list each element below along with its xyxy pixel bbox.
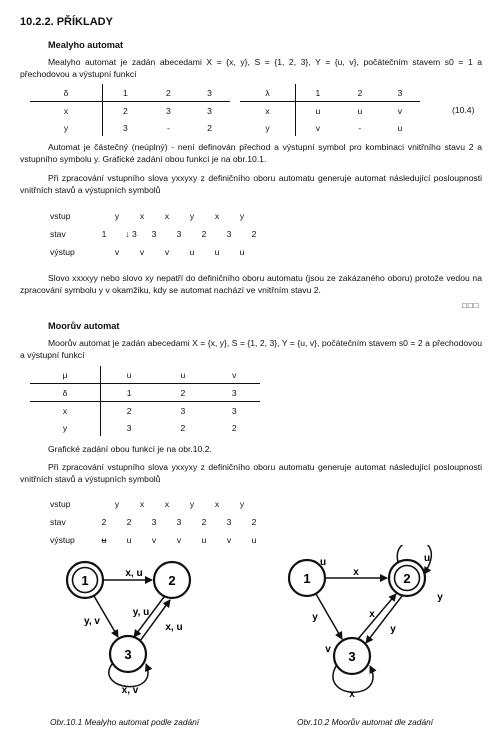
moore-output-label: v: [325, 644, 331, 655]
moore-state-2-label: 2: [403, 571, 411, 586]
delta-cell: -: [166, 122, 170, 133]
seq-label-vystup: výstup: [50, 247, 75, 257]
seq-input: x: [164, 211, 170, 221]
moore-seq-input: x: [139, 499, 145, 509]
delta-header-3: 3: [189, 84, 230, 102]
section-title: 10.2.2. PŘÍKLADY: [20, 16, 113, 28]
moore-row-delta: δ: [30, 384, 101, 402]
moore-edge-label: x: [369, 609, 375, 620]
seq-state: 2: [251, 229, 257, 239]
lambda-header-symbol: λ: [240, 84, 296, 102]
mealy-edge-label: x, u: [165, 622, 183, 633]
delta-cell: 3: [207, 105, 212, 116]
moore-state-3: [334, 638, 370, 674]
seq-input: x: [139, 211, 145, 221]
moore-graphic-note: Grafické zadání obou funkcí je na obr.10.2.: [48, 444, 212, 454]
lambda-cell: u: [357, 105, 363, 116]
moore-seq-state: 3: [151, 517, 157, 527]
mealy-processing-note: [20, 172, 482, 196]
moore-cell: 3: [209, 384, 260, 402]
delta-header-symbol: δ: [30, 84, 103, 102]
seq-state: 2: [201, 229, 207, 239]
seq-input: y: [189, 211, 195, 221]
moore-edge-1-3: [316, 594, 342, 639]
moore-seq-label-stav: stav: [50, 517, 66, 527]
moore-cell: u: [157, 366, 208, 384]
figure1-caption: Obr.10.1 Mealyho automat podle zadání: [50, 717, 200, 727]
seq-state: 3: [226, 229, 232, 239]
mealy-state-1: [67, 562, 103, 598]
delta-cell: 3: [166, 105, 171, 116]
mealy-state-3-label: 3: [124, 647, 132, 662]
moore-cell: 2: [180, 422, 186, 433]
moore-seq-output-struck: u: [101, 535, 107, 545]
moore-intro: [20, 337, 482, 361]
moore-seq-input: x: [164, 499, 170, 509]
moore-cell: 3: [180, 405, 186, 416]
mealy-state-2-label: 2: [168, 573, 176, 588]
moore-cell: v: [209, 366, 260, 384]
moore-seq-state: 2: [126, 517, 132, 527]
delta-cell: 2: [207, 122, 212, 133]
equation-number: (10.4): [452, 105, 475, 115]
mealy-intro-text: Mealyho automat je zadán abecedami X = {x, y}, S = {1, 2, 3}, Y = {u, v}, počátečním stavem s0 = 1 a přechodovou a výstupní funkcí: [20, 57, 482, 79]
seq-input: x: [214, 211, 220, 221]
moore-cell: 3: [126, 422, 132, 433]
moore-output-label: u: [319, 557, 327, 568]
moore-seq-output: v: [226, 535, 232, 545]
seq-state: ↓ 3: [125, 229, 137, 239]
moore-seq-input: y: [239, 499, 245, 509]
lambda-cell: u: [397, 122, 403, 133]
mealy-delta-table: [30, 84, 230, 136]
seq-output: v: [114, 247, 120, 257]
seq-output: u: [239, 247, 245, 257]
lambda-cell: v: [315, 122, 321, 133]
moore-edge-label: x: [353, 567, 359, 578]
mealy-state-1-label: 1: [81, 573, 89, 588]
mealy-outside-note-text: Slovo xxxxyy nebo slovo xy nepatří do definičního oboru automatu (jsou ze zakázaného oboru) protože vedou na zpracování symbolu y v okamžiku, kdy se automat nachází ve vnitřním stavu 2.: [20, 273, 482, 295]
moore-state-diagram: [250, 545, 504, 720]
lambda-header-3: 3: [380, 84, 420, 102]
mealy-state-diagram: [0, 550, 250, 720]
mealy-partial-note-text: Automat je částečný (neúplný) - není definován přechod a výstupní symbol pro kombinaci vnitřního stavu 2 a vstupního symbolu y. Grafické zadání obou funkcí je na obr.10.1.: [20, 142, 482, 164]
moore-edge-label: y: [312, 612, 318, 623]
moore-seq-label-vstup: vstup: [50, 499, 71, 509]
moore-seq-state: 2: [201, 517, 207, 527]
moore-processing-note: [20, 461, 482, 485]
moore-edge-label: x: [349, 689, 355, 700]
moore-cell: u: [101, 366, 158, 384]
moore-state-1-label: 1: [303, 571, 311, 586]
moore-title: Moorův automat: [48, 321, 120, 331]
mealy-edge-label: y, v: [84, 616, 100, 627]
seq-label-vstup: vstup: [50, 211, 71, 221]
moore-seq-output: u: [251, 535, 257, 545]
delta-cell: 2: [123, 105, 128, 116]
lambda-row-y: y: [240, 119, 296, 136]
moore-seq-output: u: [126, 535, 132, 545]
moore-seq-output: v: [176, 535, 182, 545]
moore-seq-state: 3: [176, 517, 182, 527]
lambda-cell: v: [397, 105, 403, 116]
lambda-header-1: 1: [296, 84, 340, 102]
moore-processing-note-text: Při zpracování vstupního slova yxxyxy z definičního oboru automatu generuje automat následující posloupnosti vnitřních stavů a výstupních symbolů: [20, 462, 482, 484]
mealy-lambda-table: [240, 84, 420, 136]
lambda-header-2: 2: [340, 84, 380, 102]
moore-row-mu: μ: [30, 366, 101, 384]
seq-input: y: [239, 211, 245, 221]
moore-seq-input: y: [114, 499, 120, 509]
moore-output-label: u: [423, 553, 431, 564]
moore-cell: 2: [231, 422, 237, 433]
seq-label-stav: stav: [50, 229, 66, 239]
moore-seq-state: 2: [251, 517, 257, 527]
seq-output: u: [189, 247, 195, 257]
moore-table: [30, 366, 260, 436]
seq-output: v: [164, 247, 170, 257]
moore-cell: 2: [126, 405, 132, 416]
mealy-partial-note: [20, 141, 482, 165]
delta-row-x: x: [30, 102, 103, 120]
seq-output: u: [214, 247, 220, 257]
moore-seq-state: 2: [101, 517, 107, 527]
moore-seq-input: x: [214, 499, 220, 509]
moore-state-3-label: 3: [348, 649, 356, 664]
moore-edge-label: y: [390, 624, 396, 635]
lambda-cell: -: [358, 122, 362, 133]
lambda-cell: u: [315, 105, 321, 116]
moore-row-x: x: [30, 402, 101, 420]
moore-seq-state: 3: [226, 517, 232, 527]
seq-output: v: [139, 247, 145, 257]
delta-row-y: y: [30, 119, 103, 136]
moore-seq-output: v: [151, 535, 157, 545]
moore-cell: 3: [231, 405, 237, 416]
figure2-caption: Obr.10.2 Moorův automat dle zadání: [297, 717, 434, 727]
delta-header-1: 1: [103, 84, 148, 102]
delta-header-2: 2: [148, 84, 189, 102]
seq-input: y: [114, 211, 120, 221]
moore-seq-input: y: [189, 499, 195, 509]
moore-cell: 1: [101, 384, 158, 402]
seq-state: 1: [101, 229, 107, 239]
mealy-title: Mealyho automat: [48, 40, 124, 50]
mealy-processing-note-text: Při zpracování vstupního slova yxxyxy z definičního oboru automatu generuje automat následující posloupnosti vnitřních stavů a výstupních symbolů: [20, 173, 482, 195]
mealy-state-2: [154, 562, 190, 598]
lambda-row-x: x: [240, 102, 296, 120]
moore-cell: 2: [157, 384, 208, 402]
mealy-edge-label: y, u: [132, 607, 150, 618]
moore-seq-label-vystup: výstup: [50, 535, 75, 545]
moore-row-y: y: [30, 419, 101, 436]
moore-seq-output: u: [201, 535, 207, 545]
moore-edge-label: y: [437, 592, 443, 603]
seq-state: 3: [151, 229, 157, 239]
mealy-edge-label: x, u: [125, 568, 143, 579]
mealy-edge-label: x, v: [121, 685, 139, 696]
end-mark: □□□: [462, 301, 480, 310]
delta-cell: 3: [123, 122, 128, 133]
moore-state-2: [389, 560, 425, 596]
mealy-outside-note: [20, 272, 482, 296]
seq-state: 3: [176, 229, 182, 239]
moore-intro-text: Moorův automat je zadán abecedami X = {x, y}, S = {1, 2, 3}, Y = {u, v}, počátečním stavem s0 = 2 a přechodovou a výstupní funkcí: [20, 338, 482, 360]
mealy-intro: [20, 56, 482, 80]
